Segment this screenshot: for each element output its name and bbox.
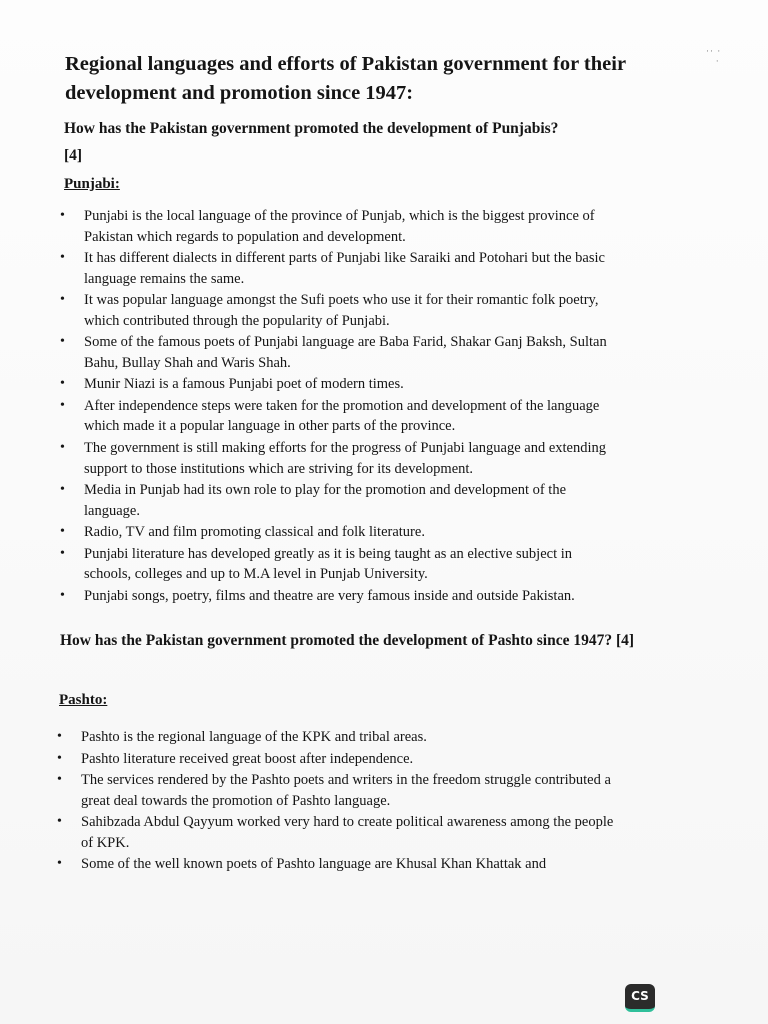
- list-item: [60, 248, 620, 289]
- bullet-icon: •: [60, 208, 65, 223]
- bullet-list-pashto: [57, 727, 617, 876]
- list-item-text: Some of the well known poets of Pashto language are Khusal Khan Khattak and: [81, 856, 547, 872]
- list-item: [60, 290, 620, 331]
- bullet-icon: •: [57, 750, 62, 766]
- list-item-text: Radio, TV and film promoting classical and folk literature.: [84, 524, 425, 541]
- list-item: [57, 749, 617, 770]
- scan-speck-mark: ·· · ·: [706, 46, 722, 66]
- list-item-text: The government is still making efforts for the progress of Punjabi language and extending support to those institutions which are striving for its development.: [84, 440, 607, 477]
- list-item-text: It was popular language amongst the Sufi poets who use it for their romantic folk poetry, which contributed through the popularity of Punjabi.: [84, 292, 599, 329]
- bullet-icon: •: [57, 772, 62, 787]
- bullet-icon: •: [60, 250, 65, 266]
- list-item-text: Punjabi songs, poetry, films and theatre are very famous inside and outside Pakistan.: [84, 587, 575, 604]
- page-title: Regional languages and efforts of Pakistan government for their development and promotion since 1947:: [65, 53, 626, 104]
- bullet-icon: •: [60, 397, 65, 413]
- list-item-text: The services rendered by the Pashto poets and writers in the freedom struggle contributed a great deal towards the promotion of Pashto language.: [81, 772, 611, 809]
- bullet-icon: •: [60, 376, 65, 392]
- list-item-text: Media in Punjab had its own role to play for the promotion and development of the language.: [84, 482, 567, 519]
- list-item: [60, 586, 620, 607]
- bullet-list-punjabi: [60, 206, 620, 608]
- list-item: [57, 770, 617, 811]
- list-item: [60, 332, 620, 373]
- list-item-text: Munir Niazi is a famous Punjabi poet of modern times.: [84, 376, 404, 393]
- question-punjabi-marks: [4]: [64, 147, 83, 164]
- list-item: [60, 544, 620, 585]
- bullet-icon: •: [60, 524, 65, 540]
- bullet-icon: •: [60, 440, 65, 456]
- list-item-text: Pashto literature received great boost after independence.: [81, 750, 414, 767]
- list-item: [60, 480, 620, 521]
- bullet-icon: •: [57, 729, 62, 744]
- list-item: [57, 854, 617, 875]
- bullet-icon: •: [60, 482, 65, 498]
- list-item: [57, 812, 617, 853]
- bullet-icon: •: [60, 545, 65, 561]
- list-item-text: Sahibzada Abdul Qayyum worked very hard to create political awareness among the people of KPK.: [81, 814, 614, 851]
- list-item-text: It has different dialects in different parts of Punjabi like Saraiki and Potohari but the basic language remains the same.: [84, 250, 605, 287]
- list-item: [60, 374, 620, 395]
- list-item: [57, 727, 617, 748]
- list-item: [60, 438, 620, 479]
- list-item: [60, 206, 620, 247]
- bullet-icon: •: [60, 587, 65, 603]
- list-item: [60, 396, 620, 437]
- question-punjabi: How has the Pakistan government promoted the development of Punjabis?: [64, 120, 559, 137]
- bullet-icon: •: [60, 334, 65, 350]
- list-item-text: After independence steps were taken for the promotion and development of the language which made it a popular language in other parts of the province.: [84, 397, 600, 435]
- list-item-text: Punjabi literature has developed greatly as it is being taught as an elective subject in schools, colleges and up to M.A level in Punjab University.: [84, 545, 573, 583]
- section-heading-punjabi: Punjabi:: [64, 176, 120, 192]
- list-item-text: Punjabi is the local language of the province of Punjab, which is the biggest province of Pakistan which regards to population and development.: [84, 208, 595, 245]
- list-item-text: Pashto is the regional language of the KPK and tribal areas.: [81, 729, 427, 745]
- bullet-icon: •: [60, 292, 65, 308]
- bullet-icon: •: [57, 814, 62, 829]
- bullet-icon: •: [57, 856, 62, 871]
- list-item: [60, 522, 620, 543]
- camscanner-logo-icon: CS: [625, 984, 655, 1012]
- question-pashto: How has the Pakistan government promoted the development of Pashto since 1947? [4]: [60, 632, 635, 649]
- list-item-text: Some of the famous poets of Punjabi language are Baba Farid, Shakar Ganj Baksh, Sultan Bahu, Bullay Shah and Waris Shah.: [84, 334, 607, 371]
- section-heading-pashto: Pashto:: [59, 692, 108, 708]
